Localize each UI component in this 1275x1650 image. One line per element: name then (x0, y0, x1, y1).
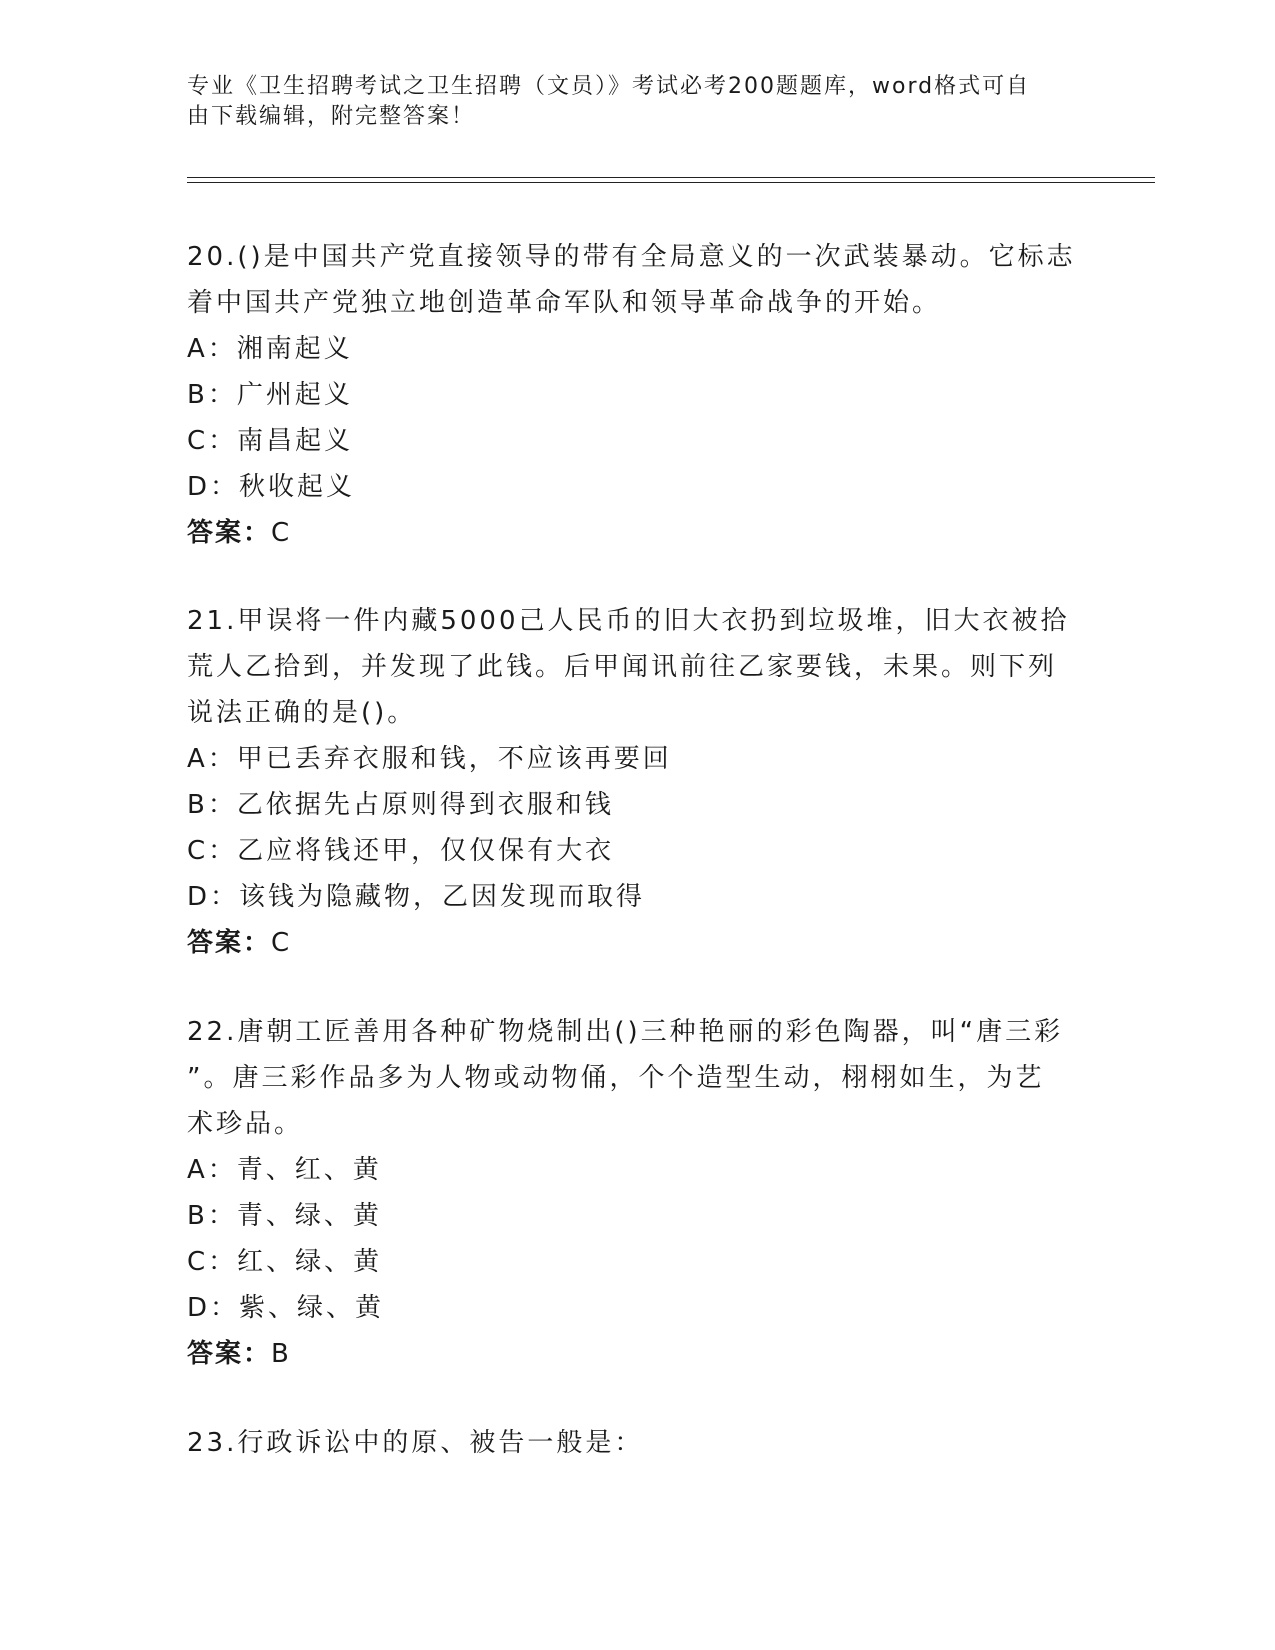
answer-value: C (271, 518, 292, 548)
answer (187, 920, 1087, 966)
option-d: D：该钱为隐藏物，乙因发现而取得 (187, 882, 646, 912)
question-stem-line: 着中国共产党独立地创造革命军队和领导革命战争的开始。 (187, 288, 942, 318)
question-stem-line: 22.唐朝工匠善用各种矿物烧制出()三种艳丽的彩色陶器，叫“唐三彩 (187, 1017, 1064, 1047)
question-21 (187, 598, 1087, 966)
option-a: A：青、红、黄 (187, 1155, 382, 1185)
question-20 (187, 234, 1087, 556)
option-c: C：红、绿、黄 (187, 1247, 383, 1277)
answer-value: B (271, 1339, 291, 1369)
answer-label: 答案： (187, 1339, 272, 1369)
answer-label: 答案： (187, 928, 272, 958)
header-divider-top (187, 177, 1155, 178)
option-d: D：紫、绿、黄 (187, 1293, 385, 1323)
option-b: B：乙依据先占原则得到衣服和钱 (187, 790, 614, 820)
question-stem-line: 21.甲误将一件内藏5000己人民币的旧大衣扔到垃圾堆，旧大衣被拾 (187, 606, 1070, 636)
question-stem-line: 荒人乙拾到，并发现了此钱。后甲闻讯前往乙家要钱，未果。则下列 (187, 652, 1058, 682)
document-header (187, 72, 1087, 132)
option-a: A：湘南起义 (187, 334, 353, 364)
answer (187, 1331, 1087, 1377)
question-stem-line: 说法正确的是()。 (187, 698, 417, 728)
option-b: B：广州起义 (187, 380, 353, 410)
question-stem-line: 23.行政诉讼中的原、被告一般是： (187, 1428, 644, 1458)
question-22 (187, 1009, 1087, 1377)
question-stem-line: 术珍品。 (187, 1109, 304, 1139)
answer (187, 510, 1087, 556)
question-stem-line: ”。唐三彩作品多为人物或动物俑，个个造型生动，栩栩如生，为艺 (187, 1063, 1045, 1093)
question-stem-line: 20.()是中国共产党直接领导的带有全局意义的一次武装暴动。它标志 (187, 242, 1076, 272)
option-b: B：青、绿、黄 (187, 1201, 382, 1231)
answer-value: C (271, 928, 292, 958)
option-d: D：秋收起义 (187, 472, 356, 502)
option-c: C：南昌起义 (187, 426, 354, 456)
answer-label: 答案： (187, 518, 272, 548)
option-a: A：甲已丢弃衣服和钱，不应该再要回 (187, 744, 672, 774)
header-line-2: 由下载编辑，附完整答案！ (187, 104, 476, 129)
question-23 (187, 1420, 1087, 1466)
header-line-1: 专业《卫生招聘考试之卫生招聘（文员）》考试必考200题题库，word格式可自 (187, 74, 1031, 99)
option-c: C：乙应将钱还甲，仅仅保有大衣 (187, 836, 615, 866)
header-divider-bottom (187, 182, 1155, 183)
